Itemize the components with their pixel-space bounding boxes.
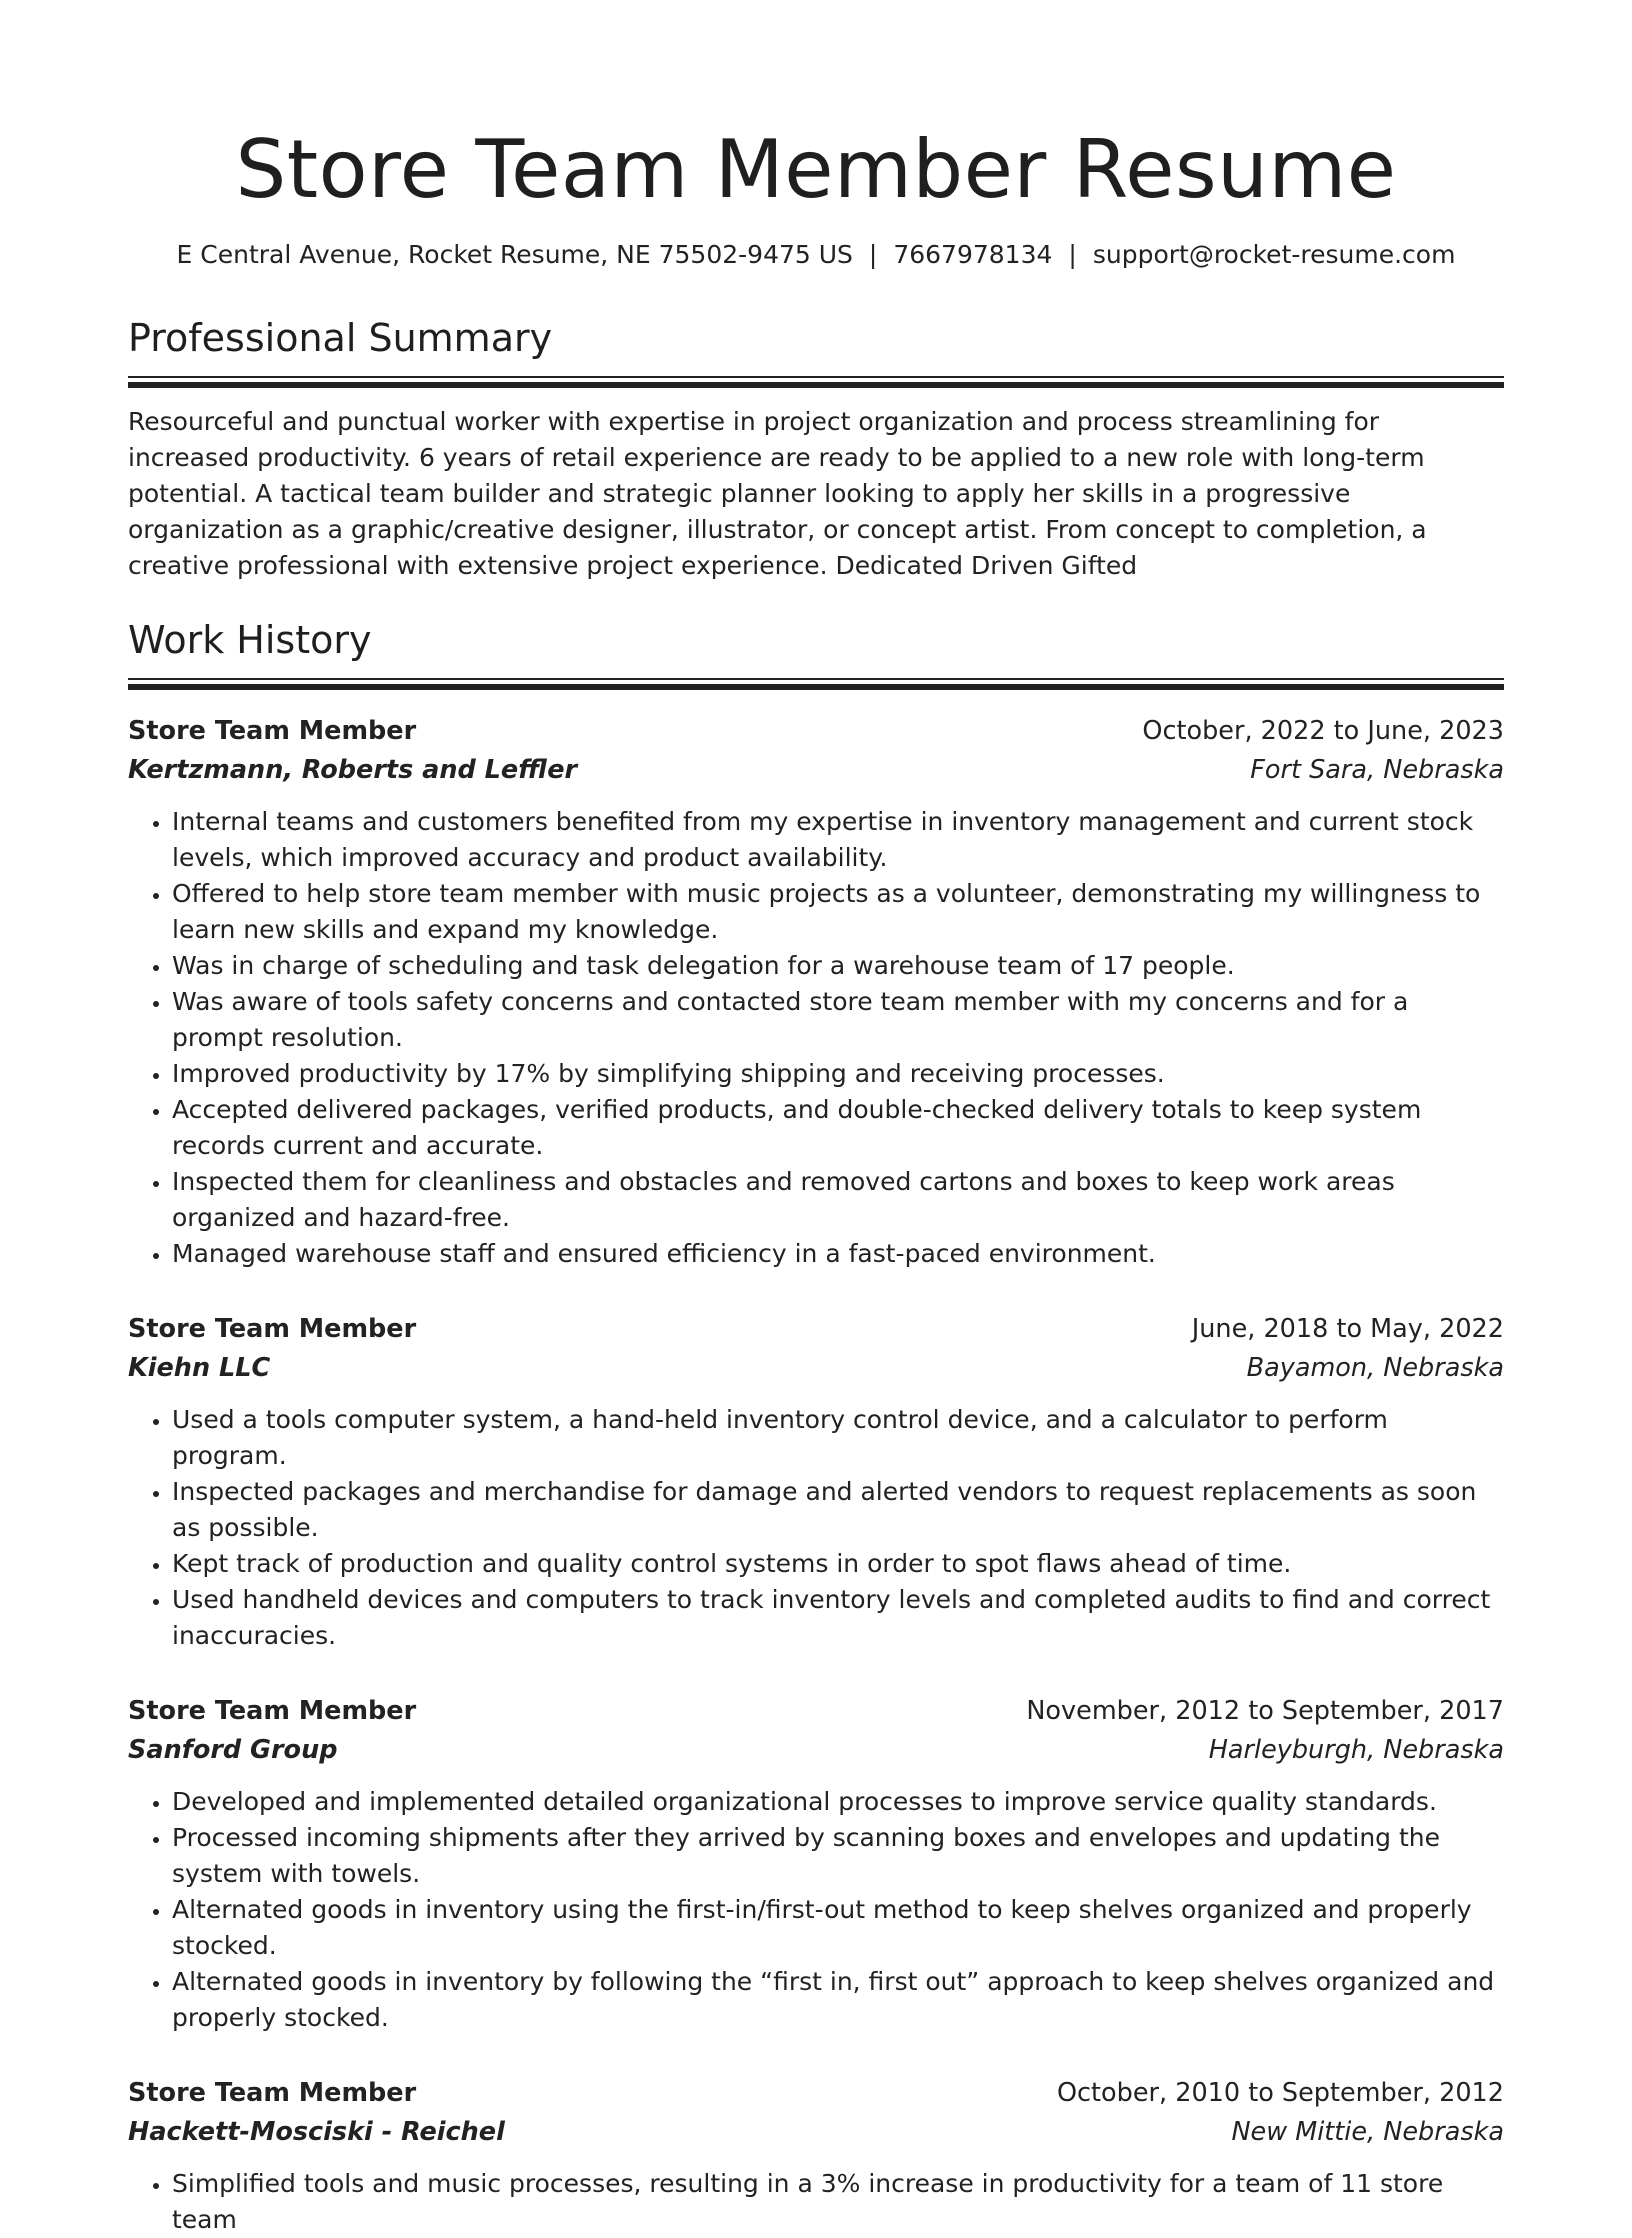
job-title: Store Team Member xyxy=(128,716,417,746)
contact-line xyxy=(128,238,1504,272)
section-heading-work: Work History xyxy=(128,618,372,662)
job-header xyxy=(128,1310,1504,1348)
job-bullets xyxy=(128,1402,1504,1654)
contact-separator: | xyxy=(868,240,878,269)
resume-page xyxy=(128,0,1504,2238)
job-company: Sanford Group xyxy=(128,1735,338,1765)
job-bullet: • Was aware of tools safety concerns and contacted store team member with my concerns and for a prompt resolution. xyxy=(172,984,1504,1056)
job-bullet: • Offered to help store team member with music projects as a volunteer, demonstrating my willingness to learn new skills and expand my knowledge. xyxy=(172,876,1504,948)
job-header xyxy=(128,1692,1504,1730)
job-bullet: • Alternated goods in inventory using the first-in/first-out method to keep shelves organized and properly stocked. xyxy=(172,1892,1504,1964)
section-divider xyxy=(128,678,1504,690)
job-company: Hackett-Mosciski - Reichel xyxy=(128,2117,505,2147)
job-company: Kiehn LLC xyxy=(128,1353,271,1383)
job-bullets xyxy=(128,2166,1504,2238)
job-bullets xyxy=(128,1784,1504,2036)
job-entry xyxy=(128,1692,1504,2036)
contact-phone: 7667978134 xyxy=(893,240,1053,269)
summary-text: Resourceful and punctual worker with expertise in project organization and process streamlining for increased productivity. 6 years of retail experience are ready to be applied to a new role with long-term potential. A tactical team builder and strategic planner looking to apply her skills in a progressive organization as a graphic/creative designer, illustrator, or concept artist. From concept to completion, a creative professional with extensive project experience. Dedicated Driven Gifted xyxy=(128,407,1427,580)
section-heading-summary: Professional Summary xyxy=(128,316,553,360)
work-section xyxy=(128,616,1504,2238)
job-bullet: • Inspected packages and merchandise for damage and alerted vendors to request replacements as soon as possible. xyxy=(172,1474,1504,1546)
job-bullet: • Was in charge of scheduling and task delegation for a warehouse team of 17 people. xyxy=(172,948,1504,984)
job-bullet: • Processed incoming shipments after they arrived by scanning boxes and envelopes and updating the system with towels. xyxy=(172,1820,1504,1892)
job-bullet: • Kept track of production and quality control systems in order to spot flaws ahead of time. xyxy=(172,1546,1504,1582)
job-entry xyxy=(128,2074,1504,2238)
job-location: New Mittie, Nebraska xyxy=(1231,2117,1504,2147)
job-bullet: • Improved productivity by 17% by simplifying shipping and receiving processes. xyxy=(172,1056,1504,1092)
job-header xyxy=(128,2074,1504,2112)
resume-title: Store Team Member Resume xyxy=(235,123,1397,216)
contact-email: support@rocket-resume.com xyxy=(1092,240,1456,269)
job-bullet: • Internal teams and customers benefited from my expertise in inventory management and current stock levels, which improved accuracy and product availability. xyxy=(172,804,1504,876)
job-dates: June, 2018 to May, 2022 xyxy=(1191,1314,1504,1344)
section-divider xyxy=(128,376,1504,388)
job-bullet: • Used a tools computer system, a hand-held inventory control device, and a calculator to perform program. xyxy=(172,1402,1504,1474)
job-dates: November, 2012 to September, 2017 xyxy=(1026,1696,1504,1726)
job-location: Bayamon, Nebraska xyxy=(1246,1353,1504,1383)
job-location: Harleyburgh, Nebraska xyxy=(1208,1735,1504,1765)
job-company: Kertzmann, Roberts and Leffler xyxy=(128,755,578,785)
job-bullet: • Used handheld devices and computers to track inventory levels and completed audits to find and correct inaccuracies. xyxy=(172,1582,1504,1654)
job-entry xyxy=(128,712,1504,1272)
job-bullet: • Accepted delivered packages, verified products, and double-checked delivery totals to keep system records current and accurate. xyxy=(172,1092,1504,1164)
job-subheader xyxy=(128,2112,1504,2152)
job-title: Store Team Member xyxy=(128,2078,417,2108)
job-bullet: • Inspected them for cleanliness and obstacles and removed cartons and boxes to keep work areas organized and hazard-free. xyxy=(172,1164,1504,1236)
job-title: Store Team Member xyxy=(128,1696,417,1726)
job-bullet: • Developed and implemented detailed organizational processes to improve service quality standards. xyxy=(172,1784,1504,1820)
job-list xyxy=(128,712,1504,2238)
job-bullet: • Simplified tools and music processes, resulting in a 3% increase in productivity for a team of 11 store team xyxy=(172,2166,1504,2238)
job-subheader xyxy=(128,1348,1504,1388)
job-subheader xyxy=(128,750,1504,790)
job-bullets xyxy=(128,804,1504,1272)
job-subheader xyxy=(128,1730,1504,1770)
job-dates: October, 2022 to June, 2023 xyxy=(1142,716,1504,746)
job-dates: October, 2010 to September, 2012 xyxy=(1056,2078,1504,2108)
job-header xyxy=(128,712,1504,750)
contact-address: E Central Avenue, Rocket Resume, NE 75502-9475 US xyxy=(176,240,853,269)
job-bullet: • Alternated goods in inventory by following the “first in, first out” approach to keep shelves organized and properly stocked. xyxy=(172,1964,1504,2036)
job-bullet: • Managed warehouse staff and ensured efficiency in a fast-paced environment. xyxy=(172,1236,1504,1272)
job-entry xyxy=(128,1310,1504,1654)
job-title: Store Team Member xyxy=(128,1314,417,1344)
job-location: Fort Sara, Nebraska xyxy=(1250,755,1504,785)
contact-separator: | xyxy=(1068,240,1077,269)
summary-section xyxy=(128,314,1504,584)
